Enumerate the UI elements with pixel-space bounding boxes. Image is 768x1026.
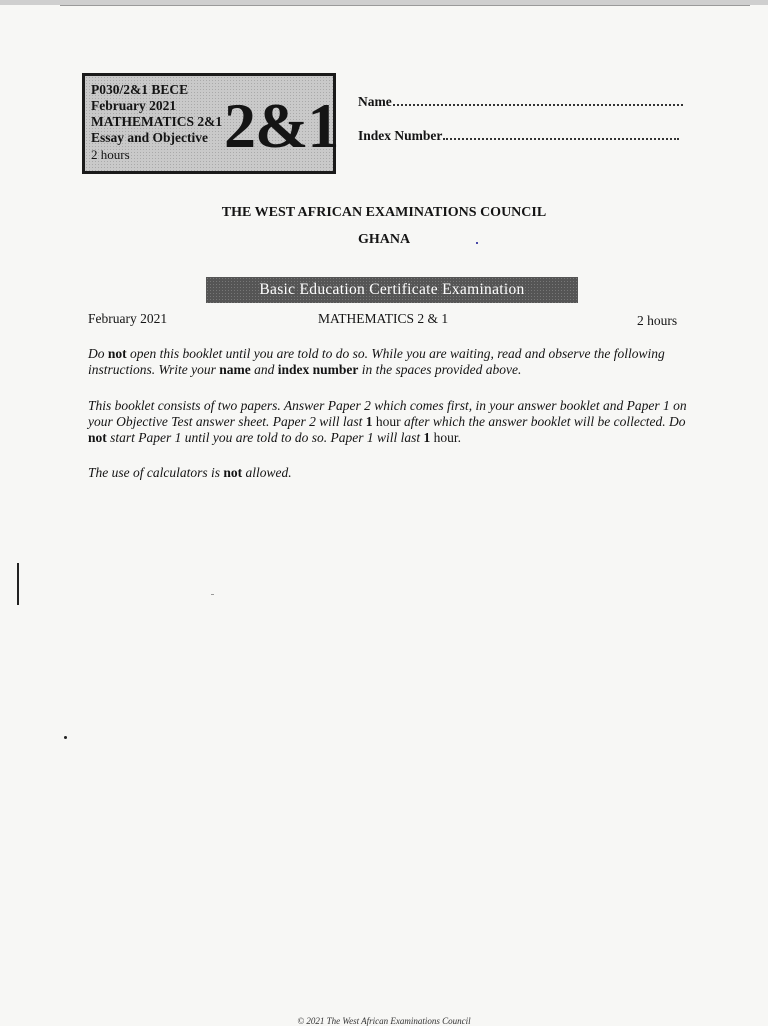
paper-number-large: 2&1 (224, 90, 339, 161)
scan-mark-dot (64, 736, 67, 739)
name-field[interactable] (358, 94, 683, 110)
scan-mark-dash (211, 594, 214, 595)
instruction-text: The use of calculators is (88, 465, 224, 480)
instruction-paragraph-2 (88, 398, 688, 446)
paper-date: February 2021 (91, 98, 177, 113)
exam-duration: 2 hours (637, 313, 678, 328)
instruction-text: after which the answer booklet will be collected. Do (403, 414, 686, 429)
index-number-label: Index Number (358, 128, 443, 143)
paper-code-box (82, 73, 339, 174)
instruction-emphasis: name (219, 362, 251, 377)
exam-banner-text: Basic Education Certificate Examination (259, 281, 525, 298)
copyright-footer: © 2021 The West African Examinations Council (297, 1016, 471, 1026)
index-number-field[interactable] (358, 128, 679, 144)
scan-mark-ink (476, 242, 478, 244)
instruction-paragraph-1 (88, 346, 688, 378)
council-title: THE WEST AFRICAN EXAMINATIONS COUNCIL (221, 205, 547, 220)
instruction-text: This booklet consists of two papers. Answer Paper 2 which comes first, in your answer booklet and Paper 1 on your Objective Test answer sheet. Paper 2 will last (88, 398, 687, 429)
paper-duration: 2 hours (91, 147, 130, 162)
index-number-dotted-line (443, 137, 679, 140)
scan-mark-bar (17, 563, 19, 605)
instruction-text: hour. (430, 430, 462, 445)
instruction-emphasis: 1 (365, 414, 373, 429)
country-title: GHANA (357, 232, 411, 247)
name-dotted-line (393, 103, 683, 106)
instruction-emphasis: not (223, 465, 243, 480)
instruction-text: in the spaces provided above. (358, 362, 522, 377)
instruction-emphasis: not (88, 430, 107, 445)
instruction-emphasis: 1 (423, 430, 431, 445)
instruction-text: hour (372, 414, 404, 429)
instruction-text: open this booklet until you are told to do so. While you are waiting, read and observe the following instructions. Write your (88, 346, 665, 377)
exam-subject: MATHEMATICS 2 & 1 (318, 311, 449, 326)
page-top-rule (60, 5, 750, 6)
instruction-text: and (250, 362, 278, 377)
paper-subject: MATHEMATICS 2&1 (91, 114, 223, 129)
instruction-emphasis: not (107, 346, 127, 361)
exam-banner (206, 277, 578, 303)
instruction-text: start Paper 1 until you are told to do so. Paper 1 will last (106, 430, 424, 445)
instruction-text: allowed. (242, 465, 292, 480)
name-label: Name (358, 94, 392, 109)
instruction-text: Do (88, 346, 108, 361)
exam-date: February 2021 (88, 311, 168, 326)
instruction-paragraph-3 (88, 465, 688, 481)
paper-type: Essay and Objective (91, 130, 209, 145)
paper-code: P030/2&1 BECE (91, 82, 189, 97)
instruction-emphasis: index number (277, 362, 359, 377)
